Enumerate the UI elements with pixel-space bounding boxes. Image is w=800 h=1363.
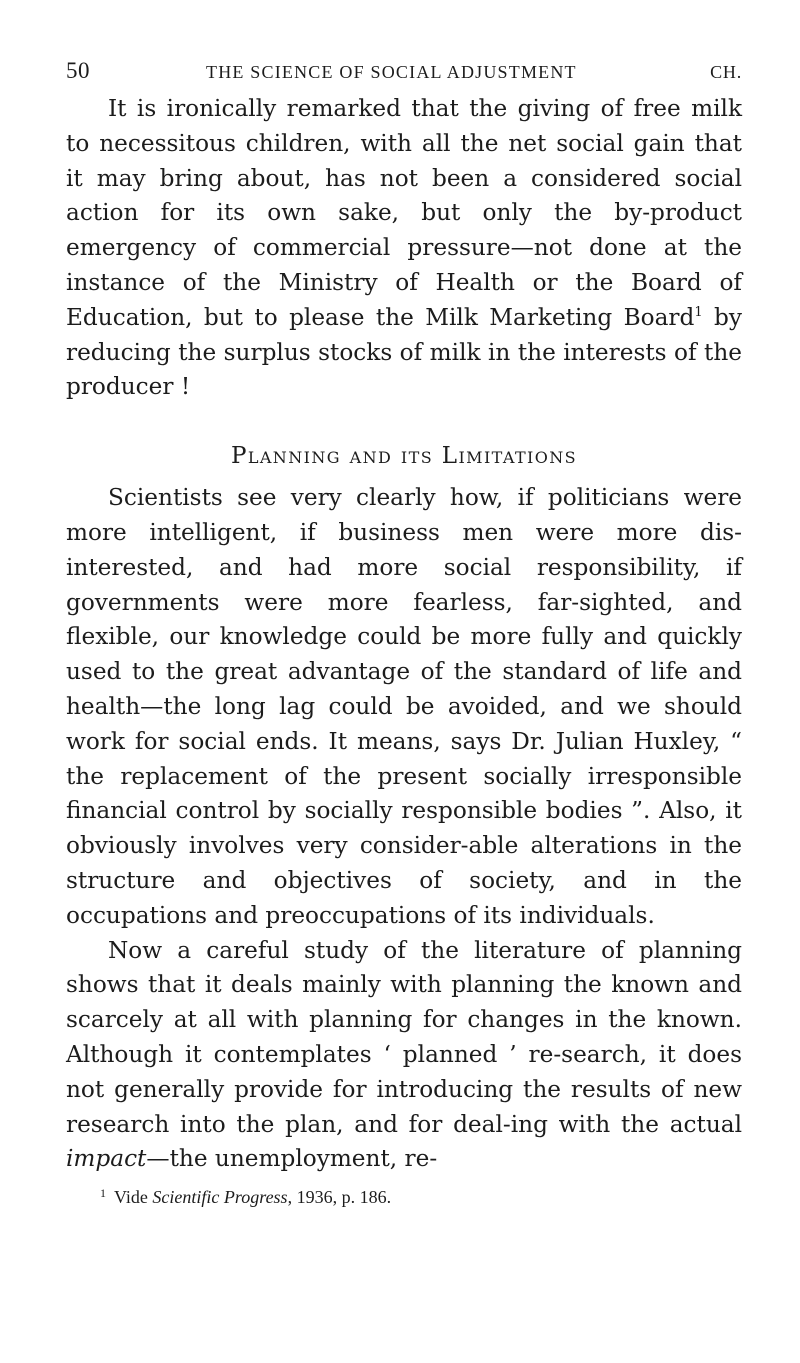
footnote-mark: 1 [100,1186,106,1201]
running-title: THE SCIENCE OF SOCIAL ADJUSTMENT [206,62,577,82]
footnote-title: Scientific Progress [152,1187,288,1208]
book-page [66,58,742,1209]
emphasized-word: impact [66,1145,147,1173]
footnote-prefix: Vide [114,1187,153,1208]
running-head [66,58,742,92]
body-text [66,92,742,1177]
section-heading: Planning and its Limitations [230,443,578,470]
paragraph-3-text: Now a careful study of the literature of planning shows that it deals mainly with planning the known and scarcely at all with planning for changes in the known. Although it contemplates ‘ planned ’ re-search, it does not generally provide for introducing the results of new research into the plan, and for deal-ing with the actual [66,936,742,1138]
page-number: 50 [66,58,90,83]
paragraph-1 [66,92,742,405]
paragraph-1-text-cont: by reducing the surplus stocks of milk in the interests of the producer ! [66,303,742,401]
chapter-abbrev: CH. [710,62,742,82]
paragraph-3 [66,934,742,1178]
paragraph-1-text: It is ironically remarked that the giving of free milk to necessitous children, with all the net social gain that it may bring about, has not been a considered social action for its own sake, but only the by-product emergency of commercial pressure—not done at the instance of the Ministry of Health or the Board of Education, but to please the Milk Marketing Board [66,95,742,331]
footnote-suffix: , 1936, p. 186. [287,1187,392,1208]
footnote [66,1181,742,1209]
paragraph-3-text-cont: —the unemployment, re- [146,1145,438,1173]
footnote-reference: 1 [694,304,703,320]
paragraph-2: Scientists see very clearly how, if politicians were more intelligent, if business men were more dis-interested, and had more social responsibility, if governments were more fearless, far-sighted, and flexible, our knowledge could be more fully and quickly used to the great advantage of the standard of life and health—the long lag could be avoided, and we should work for social ends. It means, says Dr. Julian Huxley, “ the replacement of the present socially irresponsible financial control by socially responsible bodies ”. Also, it obviously involves very consider-able alterations in the structure and objectives of society, and in the occupations and preoccupations of its individuals. [66,484,742,929]
